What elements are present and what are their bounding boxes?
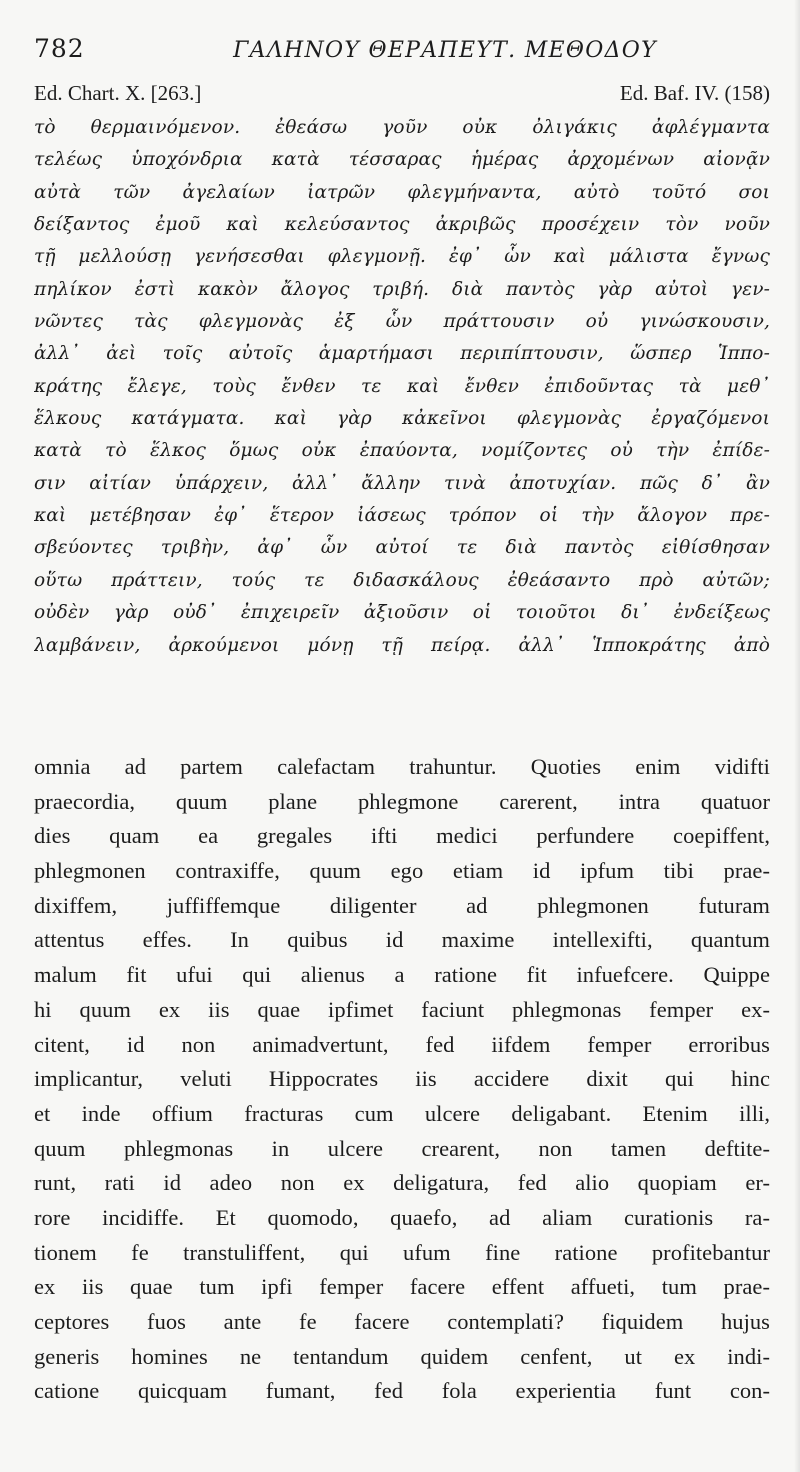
greek-text-line: κατὰ τὸ ἕλκος ὅμως οὐκ ἐπαύοντα, νομίζοντες οὐ τὴν ἐπίδε- [34,440,770,462]
greek-text-line: λαμβάνειν, ἀρκούμενοι μόνῃ τῇ πείρᾳ. ἀλλ᾽ Ἱπποκράτης ἀπὸ [34,634,770,656]
greek-text-line: πηλίκον ἐστὶ κακὸν ἄλογος τριβή. διὰ παντὸς γὰρ αὐτοὶ γεν- [34,278,770,300]
running-title: ΓΑΛΗΝΟΥ ΘΕΡΑΠΕΥΤ. ΜΕΘΟΔΟΥ [233,38,657,63]
latin-text-block [34,750,770,1409]
greek-text-line: σιν αἰτίαν ὑπάρχειν, ἀλλ᾽ ἄλλην τινὰ ἀποτυχίαν. πῶς δ᾽ ἂν [34,472,770,494]
greek-text-line: οὐδὲν γὰρ οὐδ᾽ ἐπιχειρεῖν ἀξιοῦσιν οἱ τοιοῦτοι δι᾽ ἐνδείξεως [34,602,770,624]
latin-text-line: generis homines ne tentandum quidem cenfent, ut ex indi- [34,1343,770,1369]
greek-text-line: καὶ μετέβησαν ἐφ᾽ ἕτερον ἰάσεως τρόπον οἱ τὴν ἄλογον πρε- [34,505,770,527]
greek-text-line: τὸ θερμαινόμενον. ἐθεάσω γοῦν οὐκ ὀλιγάκις ἀφλέγμαντα [34,117,770,138]
latin-text-line: citent, id non animadvertunt, fed iifdem femper erroribus [34,1031,770,1057]
page-header [34,34,770,82]
latin-text-line: ex iis quae tum ipfi femper facere effent affueti, tum prae- [34,1274,770,1300]
latin-text-line: dies quam ea gregales ifti medici perfundere coepiffent, [34,823,770,849]
latin-text-line: tionem fe transtuliffent, qui ufum fine ratione profitebantur [34,1239,770,1265]
latin-text-line: runt, rati id adeo non ex deligatura, fed alio quopiam er- [34,1170,770,1196]
greek-text-line: κράτης ἔλεγε, τοὺς ἔνθεν τε καὶ ἔνθεν ἐπιδοῦντας τὰ μεθ᾽ [34,375,770,397]
latin-text-line: hi quum ex iis quae ipfimet faciunt phlegmonas femper ex- [34,996,770,1022]
greek-text-block [34,112,770,662]
edition-reference-right: Ed. Baf. IV. (158) [619,81,770,105]
greek-text-line: σβεύοντες τριβὴν, ἀφ᾽ ὧν αὐτοί τε διὰ παντὸς εἰθίσθησαν [34,537,770,559]
edition-reference-left: Ed. Chart. X. [263.] [34,81,202,105]
latin-text-line: ceptores fuos ante fe facere contemplati? fiquidem hujus [34,1309,770,1334]
latin-text-line: rore incidiffe. Et quomodo, quaefo, ad aliam curationis ra- [34,1204,770,1230]
latin-text-line: praecordia, quum plane phlegmone carerent, intra quatuor [34,788,770,814]
latin-text-line: catione quicquam fumant, fed fola experientia funt con- [34,1378,770,1404]
latin-text-line: et inde offium fracturas cum ulcere deligabant. Etenim illi, [34,1100,770,1126]
greek-text-line: δείξαντος ἐμοῦ καὶ κελεύσαντος ἀκριβῶς προσέχειν τὸν νοῦν [34,214,770,236]
latin-text-line: dixiffem, juffiffemque diligenter ad phlegmonen futuram [34,892,770,918]
latin-text-line: omnia ad partem calefactam trahuntur. Quoties enim vidifti [34,754,770,779]
greek-text-line: νῶντες τὰς φλεγμονὰς ἐξ ὧν πράττουσιν οὐ γινώσκουσιν, [34,311,770,333]
edition-references [34,76,770,110]
latin-text-line: malum fit ufui qui alienus a ratione fit infuefcere. Quippe [34,962,770,988]
latin-text-line: phlegmonen contraxiffe, quum ego etiam id ipfum tibi prae- [34,858,770,884]
latin-text-line: implicantur, veluti Hippocrates iis accidere dixit qui hinc [34,1066,770,1092]
greek-text-line: τελέως ὑποχόνδρια κατὰ τέσσαρας ἡμέρας ἀρχομένων αἰονᾷν [34,149,770,171]
greek-text-line: ἀλλ᾽ ἀεὶ τοῖς αὐτοῖς ἁμαρτήμασι περιπίπτουσιν, ὥσπερ Ἱππο- [34,343,770,365]
page-number: 782 [34,34,85,63]
greek-text-line: ἕλκους κατάγματα. καὶ γὰρ κἀκεῖνοι φλεγμονὰς ἐργαζόμενοι [34,408,770,430]
greek-text-line: αὐτὰ τῶν ἀγελαίων ἰατρῶν φλεγμήναντα, αὐτὸ τοῦτό σοι [34,181,770,203]
latin-text-line: quum phlegmonas in ulcere crearent, non tamen deftite- [34,1135,770,1161]
greek-text-line: οὕτω πράττειν, τούς τε διδασκάλους ἐθεάσαντο πρὸ αὐτῶν; [34,569,770,591]
latin-text-line: attentus effes. In quibus id maxime intellexifti, quantum [34,927,770,953]
greek-text-line: τῇ μελλούσῃ γενήσεσθαι φλεγμονῇ. ἐφ᾽ ὧν καὶ μάλιστα ἔγνως [34,246,770,268]
page-edge-shadow [794,0,800,1472]
